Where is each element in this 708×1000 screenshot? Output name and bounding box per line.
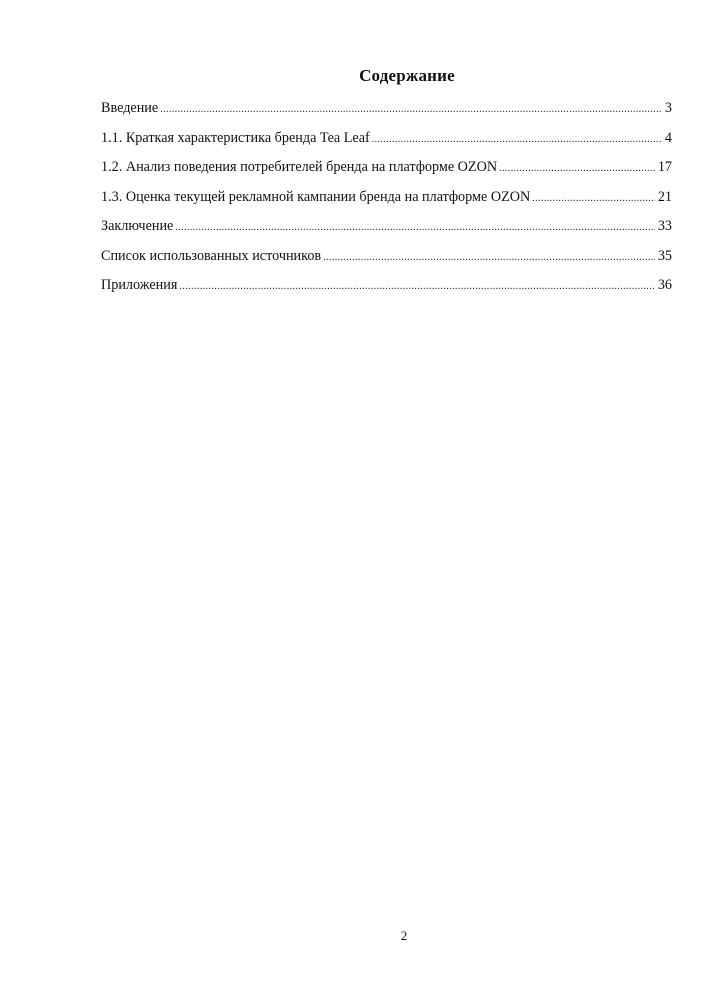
toc-dot-leader — [160, 98, 662, 122]
toc-entry-text: 1.1. Краткая характеристика бренда Tea Leaf — [101, 129, 370, 146]
toc-dot-leader — [175, 216, 654, 240]
toc-entry-page: 4 — [664, 129, 672, 146]
toc-entry-text: Введение — [101, 100, 159, 116]
toc-entry-section-1-3[interactable] — [101, 185, 672, 215]
toc-entry-text: 1.2. Анализ поведения потребителей бренда на платформе OZON — [101, 159, 498, 175]
toc-dot-leader — [499, 157, 655, 181]
toc-dot-leader — [372, 128, 662, 152]
toc-entry-references[interactable] — [101, 244, 672, 274]
table-of-contents — [101, 96, 672, 303]
toc-dot-leader — [323, 246, 655, 270]
toc-entry-section-1-1[interactable] — [101, 126, 672, 156]
toc-entry-page: 33 — [657, 218, 672, 234]
toc-title: Содержание — [359, 66, 455, 85]
toc-entry-text: Приложения — [101, 277, 178, 293]
toc-entry-page: 17 — [657, 159, 672, 175]
toc-entry-page: 35 — [657, 247, 672, 264]
toc-entry-page: 21 — [657, 188, 672, 205]
toc-dot-leader — [179, 275, 654, 299]
toc-entry-appendices[interactable] — [101, 273, 672, 303]
toc-entry-page: 3 — [664, 100, 672, 116]
toc-entry-conclusion[interactable] — [101, 214, 672, 244]
toc-dot-leader — [532, 187, 655, 211]
toc-entry-section-1-2[interactable] — [101, 155, 672, 185]
toc-entry-text: Заключение — [101, 218, 174, 234]
toc-entry-introduction[interactable] — [101, 96, 672, 126]
toc-entry-text: Список использованных источников — [101, 247, 322, 264]
toc-entry-text: 1.3. Оценка текущей рекламной кампании бренда на платформе OZON — [101, 188, 531, 205]
toc-entry-page: 36 — [657, 277, 672, 293]
page-number: 2 — [400, 928, 408, 943]
